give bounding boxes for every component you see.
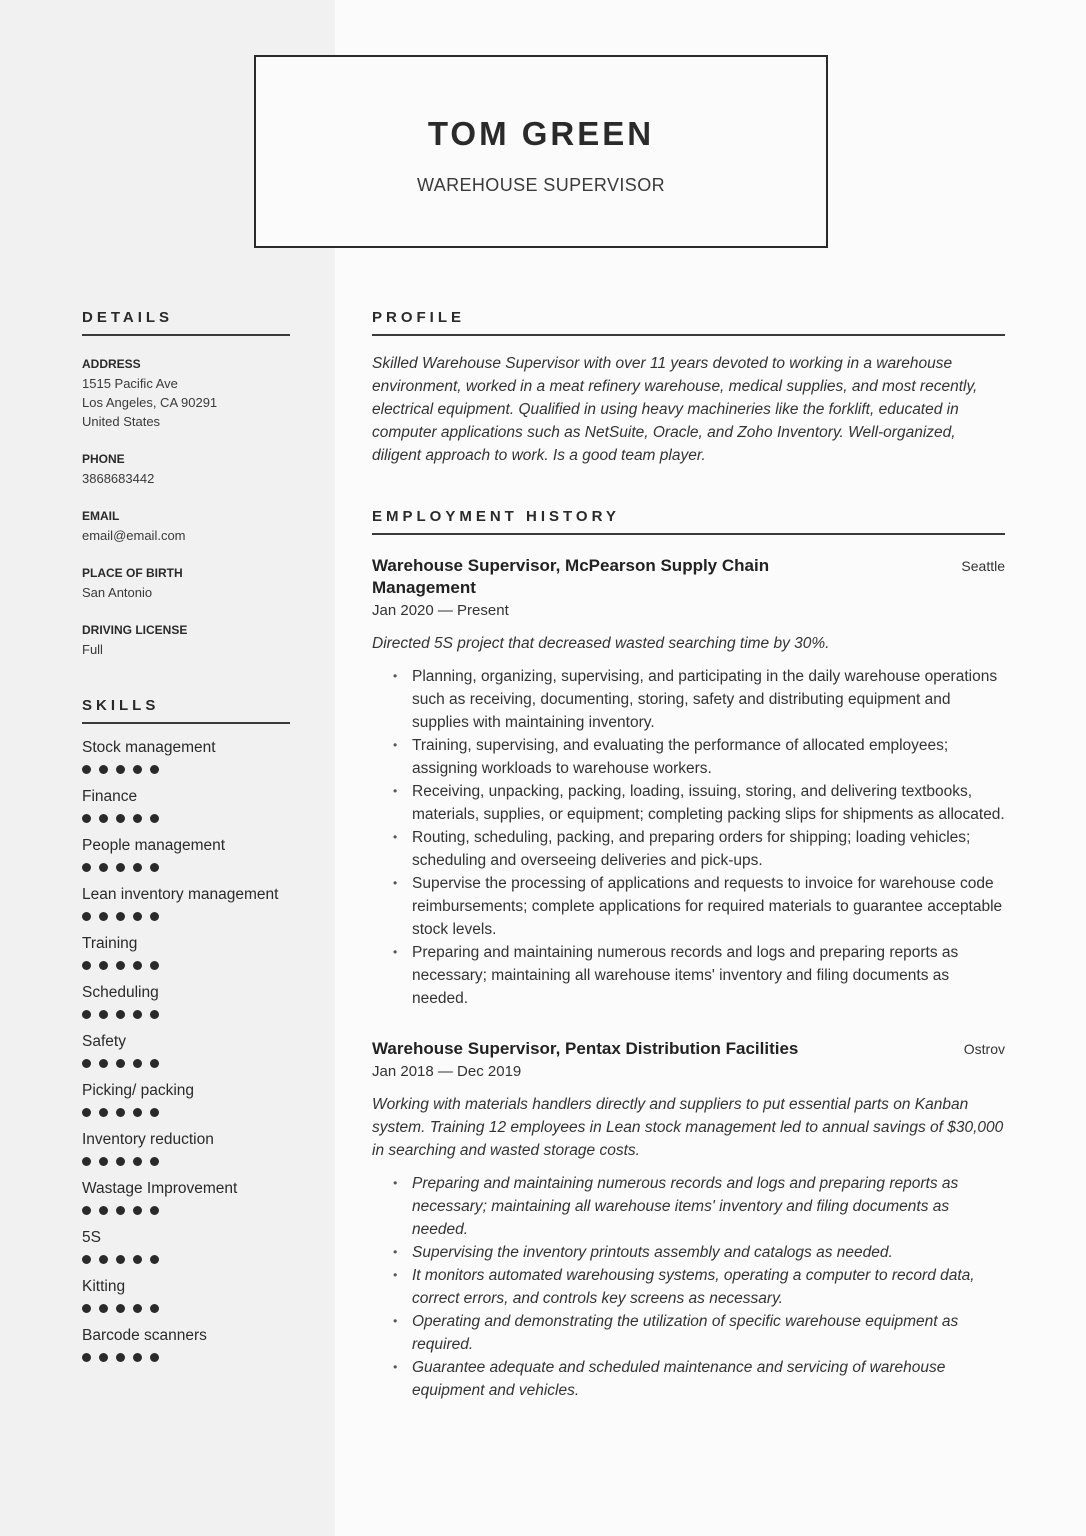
job-summary: Working with materials handlers directly and suppliers to put essential parts on Kanban system. Training 12 employees in Lean stock management led to annual savings of $30,000 in searching and wasted storage costs. (372, 1096, 1004, 1159)
details-section (82, 309, 290, 659)
skill-level-dot (116, 1010, 125, 1019)
skill-level-dot (116, 1353, 125, 1362)
skill-level-dot (150, 1010, 159, 1019)
skill-level-dot (116, 912, 125, 921)
skill-level-dot (116, 1108, 125, 1117)
job-bullet: • Operating and demonstrating the utilization of specific warehouse equipment as required. (412, 1310, 1005, 1356)
profile-text: Skilled Warehouse Supervisor with over 11 years devoted to working in a warehouse environment, worked in a meat refinery warehouse, medical supplies, and most recently, electrical equipment. Qualified in using heavy machineries like the forklift, educated in computer applications such as NetSuite, Oracle, and Zoho Inventory. Well-organized, diligent approach to work. Is a good team player. (372, 355, 978, 464)
skills-list (82, 738, 290, 1364)
skill-name: Barcode scanners (82, 1327, 207, 1344)
candidate-name: TOM GREEN (427, 115, 655, 152)
skill-level-dot (116, 961, 125, 970)
skill-level-dots (82, 765, 290, 776)
skill-name: 5S (82, 1229, 101, 1246)
skill-level-dots (82, 814, 290, 825)
skill-level-dots (82, 1059, 290, 1070)
job-entry (372, 1038, 1005, 1402)
email-value: email@email.com (82, 528, 186, 543)
skill-level-dot (150, 1353, 159, 1362)
profile-heading: PROFILE (372, 309, 1005, 336)
skill-level-dots (82, 1206, 290, 1217)
skill-level-dots (82, 1157, 290, 1168)
skill-level-dot (150, 1206, 159, 1215)
skill-item (82, 1032, 290, 1070)
skill-level-dot (99, 912, 108, 921)
skill-level-dot (150, 1059, 159, 1068)
skill-level-dot (82, 1059, 91, 1068)
skill-level-dot (133, 1157, 142, 1166)
birth-value: San Antonio (82, 585, 153, 600)
skill-item (82, 1326, 290, 1364)
skill-item (82, 934, 290, 972)
skill-name: Scheduling (82, 984, 159, 1001)
skill-level-dot (133, 863, 142, 872)
skill-name: Training (82, 935, 138, 952)
license-value: Full (82, 642, 103, 657)
job-bullet: • Guarantee adequate and scheduled maintenance and servicing of warehouse equipment and vehicles. (412, 1356, 1005, 1402)
skill-level-dot (133, 765, 142, 774)
skill-level-dot (150, 961, 159, 970)
license-label: DRIVING LICENSE (82, 623, 188, 637)
skill-item (82, 1228, 290, 1266)
skill-name: Inventory reduction (82, 1131, 214, 1148)
skill-item (82, 1130, 290, 1168)
skill-level-dot (116, 1255, 125, 1264)
skill-level-dot (116, 1157, 125, 1166)
skill-level-dot (82, 1010, 91, 1019)
header-box (254, 55, 828, 248)
candidate-title: WAREHOUSE SUPERVISOR (416, 175, 666, 195)
job-bullet: • Planning, organizing, supervising, and participating in the daily warehouse operations such as receiving, documenting, storing, safety and distributing equipment and supplies with maintaining inventory. (412, 665, 1005, 734)
skill-level-dot (82, 863, 91, 872)
skill-level-dot (99, 961, 108, 970)
skill-level-dots (82, 1353, 290, 1364)
birth-label: PLACE OF BIRTH (82, 566, 183, 580)
skill-level-dot (99, 765, 108, 774)
skills-section (82, 697, 290, 1364)
skill-level-dot (150, 912, 159, 921)
job-city: Ostrov (963, 1041, 1005, 1057)
skill-item (82, 836, 290, 874)
skill-level-dots (82, 961, 290, 972)
skill-level-dot (99, 1353, 108, 1362)
license-block (82, 621, 290, 659)
skill-level-dots (82, 1010, 290, 1021)
skill-item (82, 983, 290, 1021)
skill-level-dot (133, 1010, 142, 1019)
job-bullet: • Supervise the processing of applications and requests to invoice for warehouse code reimbursements; complete applications for required materials to guarantee acceptable stock levels. (412, 872, 1005, 941)
job-header (372, 555, 1005, 599)
skill-level-dot (82, 1206, 91, 1215)
skill-name: People management (82, 837, 226, 854)
skill-level-dot (133, 1059, 142, 1068)
skill-item (82, 885, 290, 923)
skill-level-dot (150, 765, 159, 774)
skill-level-dot (116, 1304, 125, 1313)
phone-block (82, 450, 290, 488)
skill-level-dot (82, 1108, 91, 1117)
skill-level-dots (82, 1108, 290, 1119)
skill-level-dot (133, 1304, 142, 1313)
skill-level-dot (99, 1304, 108, 1313)
skill-level-dot (99, 1255, 108, 1264)
skill-level-dot (82, 765, 91, 774)
profile-section (372, 309, 1005, 467)
birth-block (82, 564, 290, 602)
skill-level-dot (116, 863, 125, 872)
email-block (82, 507, 290, 545)
job-bullet: • Training, supervising, and evaluating the performance of allocated employees; assigning workloads to warehouse workers. (412, 734, 1005, 780)
address-line: United States (82, 414, 161, 429)
job-bullet: • Supervising the inventory printouts assembly and catalogs as needed. (412, 1241, 1005, 1264)
skill-level-dot (150, 814, 159, 823)
skill-level-dots (82, 1255, 290, 1266)
skill-name: Lean inventory management (82, 886, 279, 903)
skill-level-dot (82, 1304, 91, 1313)
skill-level-dot (99, 1108, 108, 1117)
phone-value: 3868683442 (82, 471, 155, 486)
skill-level-dot (116, 814, 125, 823)
job-bullets (372, 1172, 1005, 1402)
job-title: Warehouse Supervisor, McPearson Supply Chain Management (372, 556, 770, 597)
job-header (372, 1038, 1005, 1060)
job-title: Warehouse Supervisor, Pentax Distribution Facilities (372, 1039, 799, 1058)
skill-level-dot (99, 814, 108, 823)
skill-item (82, 1081, 290, 1119)
skill-level-dot (82, 961, 91, 970)
skill-level-dot (133, 814, 142, 823)
job-bullet: • Preparing and maintaining numerous records and logs and preparing reports as necessary; maintaining all warehouse items' inventory and filing documents as needed. (412, 941, 1005, 1010)
skill-level-dot (133, 1108, 142, 1117)
skill-level-dot (82, 1255, 91, 1264)
job-entry (372, 555, 1005, 1010)
skill-level-dot (99, 1157, 108, 1166)
skill-level-dot (116, 765, 125, 774)
skill-name: Wastage Improvement (82, 1180, 238, 1197)
job-bullet: • Preparing and maintaining numerous records and logs and preparing reports as necessary; maintaining all warehouse items' inventory and filing documents as needed. (412, 1172, 1005, 1241)
job-dates: Jan 2018 — Dec 2019 (372, 1063, 522, 1080)
job-bullet: • Routing, scheduling, packing, and preparing orders for shipping; loading vehicles; scheduling and overseeing deliveries and pick-ups. (412, 826, 1005, 872)
employment-section (372, 508, 1005, 1402)
job-summary: Directed 5S project that decreased wasted searching time by 30%. (372, 635, 830, 652)
skill-level-dot (82, 912, 91, 921)
details-heading: DETAILS (82, 309, 290, 336)
skill-name: Safety (82, 1033, 126, 1050)
skill-item (82, 1277, 290, 1315)
skill-level-dot (99, 1010, 108, 1019)
skills-heading: SKILLS (82, 697, 290, 724)
skill-level-dot (133, 961, 142, 970)
skill-item (82, 738, 290, 776)
job-dates: Jan 2020 — Present (372, 602, 509, 619)
skill-level-dot (150, 1157, 159, 1166)
skill-level-dot (150, 863, 159, 872)
skill-level-dot (116, 1059, 125, 1068)
skill-item (82, 1179, 290, 1217)
jobs-list (372, 555, 1005, 1402)
skill-level-dots (82, 863, 290, 874)
skill-level-dot (133, 1353, 142, 1362)
address-line: Los Angeles, CA 90291 (82, 395, 218, 410)
skill-name: Kitting (82, 1278, 126, 1295)
skill-level-dot (82, 1353, 91, 1362)
skill-level-dot (99, 1059, 108, 1068)
job-bullet: • Receiving, unpacking, packing, loading, issuing, storing, and delivering textbooks, materials, supplies, or equipment; completing packing slips for shipments as allocated. (412, 780, 1005, 826)
skill-level-dot (82, 1157, 91, 1166)
skill-item (82, 787, 290, 825)
skill-name: Picking/ packing (82, 1082, 195, 1099)
skill-level-dot (150, 1108, 159, 1117)
skill-level-dots (82, 1304, 290, 1315)
job-bullet: • It monitors automated warehousing systems, operating a computer to record data, correct errors, and controls key screens as necessary. (412, 1264, 1005, 1310)
skill-level-dot (133, 1206, 142, 1215)
skill-name: Finance (82, 788, 138, 805)
address-label: ADDRESS (82, 357, 141, 371)
skill-level-dot (82, 814, 91, 823)
skill-level-dot (99, 1206, 108, 1215)
skill-level-dot (133, 912, 142, 921)
skill-name: Stock management (82, 739, 216, 756)
address-line: 1515 Pacific Ave (82, 376, 178, 391)
phone-label: PHONE (82, 452, 125, 466)
skill-level-dot (150, 1255, 159, 1264)
email-label: EMAIL (82, 509, 120, 523)
skill-level-dot (133, 1255, 142, 1264)
skill-level-dots (82, 912, 290, 923)
job-bullets (372, 665, 1005, 1010)
skill-level-dot (116, 1206, 125, 1215)
address-block (82, 355, 290, 431)
employment-heading: EMPLOYMENT HISTORY (372, 508, 1005, 535)
skill-level-dot (99, 863, 108, 872)
skill-level-dot (150, 1304, 159, 1313)
job-city: Seattle (961, 558, 1005, 574)
